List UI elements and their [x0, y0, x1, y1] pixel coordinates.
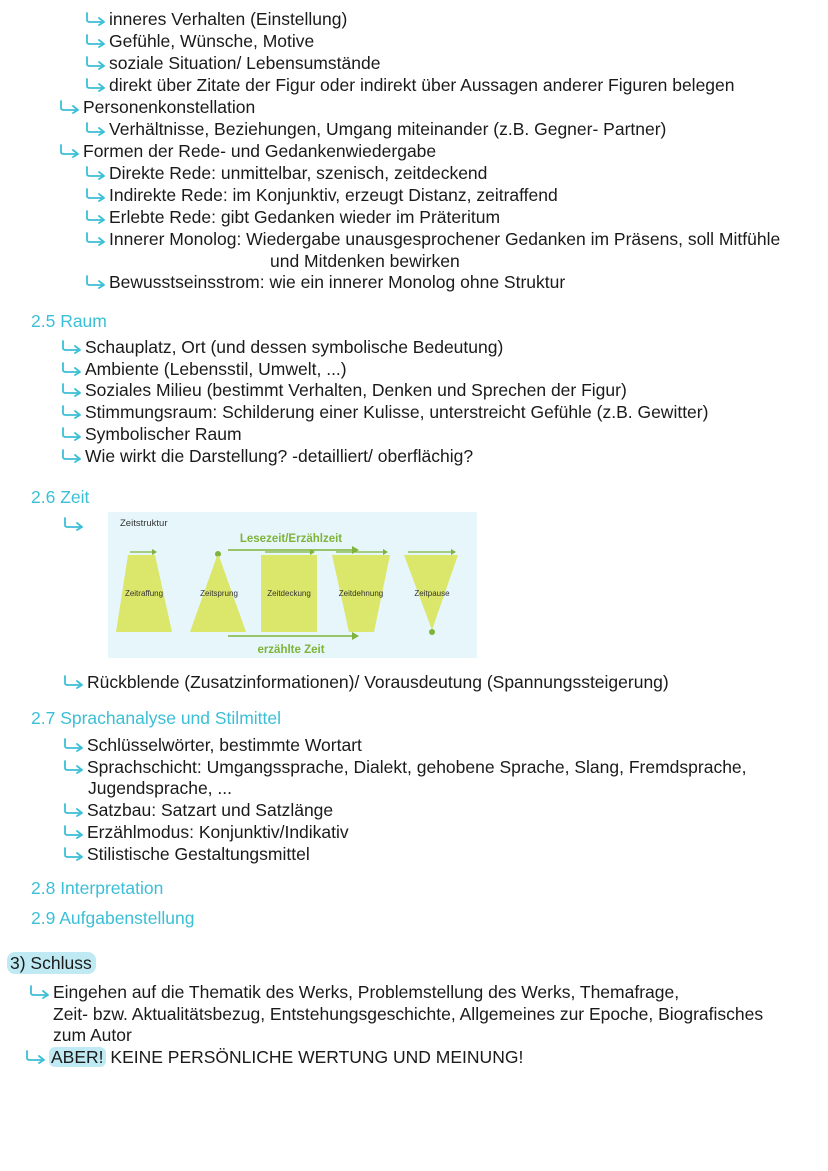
- list-item-continuation: Zeit- bzw. Aktualitätsbezug, Entstehungsgeschichte, Allgemeines zur Epoche, Biografisches: [53, 1004, 764, 1024]
- hook-arrow-icon: [58, 144, 80, 158]
- hook-arrow-icon: [60, 362, 82, 376]
- hook-arrow-icon: [84, 34, 106, 48]
- shape-label: Zeitdeckung: [267, 589, 311, 598]
- hook-arrow-icon: [62, 760, 84, 774]
- list-item: Symbolischer Raum: [60, 423, 242, 445]
- section-heading-sprache: 2.7 Sprachanalyse und Stilmittel: [31, 708, 281, 728]
- hook-arrow-icon: [62, 803, 84, 817]
- list-item-continuation: Jugendsprache, ...: [88, 778, 232, 798]
- list-item: Sprachschicht: Umgangssprache, Dialekt, gehobene Sprache, Slang, Fremdsprache,: [62, 756, 747, 778]
- hook-arrow-icon: [84, 122, 106, 136]
- zeitdehnung-top-arrow: [383, 549, 388, 555]
- hook-arrow-icon: [84, 232, 106, 246]
- zeitraffung-top-arrow: [152, 549, 157, 555]
- list-item: Innerer Monolog: Wiedergabe unausgesprochener Gedanken im Präsens, soll Mitfühle: [84, 228, 780, 250]
- list-item: Personenkonstellation: [58, 96, 255, 118]
- list-item: inneres Verhalten (Einstellung): [84, 8, 347, 30]
- hook-arrow-icon: [60, 405, 82, 419]
- list-item: Stilistische Gestaltungsmittel: [62, 843, 310, 865]
- list-item: Gefühle, Wünsche, Motive: [84, 30, 314, 52]
- list-item-continuation: und Mitdenken bewirken: [270, 251, 460, 271]
- shape-label: Zeitpause: [414, 589, 450, 598]
- diagram-pointer: [62, 513, 87, 535]
- hook-arrow-icon: [62, 847, 84, 861]
- hook-arrow-icon: [84, 56, 106, 70]
- shape-label: Zeitsprung: [200, 589, 238, 598]
- hook-arrow-icon: [62, 675, 84, 689]
- diagram-title: Zeitstruktur: [120, 518, 168, 529]
- list-item: Wie wirkt die Darstellung? -detailliert/ oberflächig?: [60, 445, 473, 467]
- hook-arrow-icon: [84, 166, 106, 180]
- zeitpause-top-arrow: [451, 549, 456, 555]
- shape-label: Zeitraffung: [124, 589, 164, 598]
- section-heading-interpretation: 2.8 Interpretation: [31, 878, 164, 898]
- section-heading-raum: 2.5 Raum: [31, 311, 107, 331]
- hook-arrow-icon: [84, 78, 106, 92]
- list-item: Direkte Rede: unmittelbar, szenisch, zeitdeckend: [84, 162, 487, 184]
- list-item: Schlüsselwörter, bestimmte Wortart: [62, 734, 362, 756]
- hook-arrow-icon: [84, 275, 106, 289]
- hook-arrow-icon: [84, 188, 106, 202]
- list-item: Schauplatz, Ort (und dessen symbolische Bedeutung): [60, 336, 503, 358]
- hook-arrow-icon: [60, 427, 82, 441]
- list-item: Indirekte Rede: im Konjunktiv, erzeugt Distanz, zeitraffend: [84, 184, 558, 206]
- section-heading-aufgabenstellung: 2.9 Aufgabenstellung: [31, 908, 195, 928]
- zeitstruktur-diagram: [108, 512, 477, 658]
- hook-arrow-icon: [60, 340, 82, 354]
- list-item: direkt über Zitate der Figur oder indirekt über Aussagen anderer Figuren belegen: [84, 74, 735, 96]
- bottom-arrow-head: [352, 632, 359, 640]
- hook-arrow-icon: [62, 825, 84, 839]
- list-item: Ambiente (Lebensstil, Umwelt, ...): [60, 358, 347, 380]
- hook-arrow-icon: [62, 517, 84, 531]
- hook-arrow-icon: [62, 738, 84, 752]
- list-item: Formen der Rede- und Gedankenwiedergabe: [58, 140, 436, 162]
- list-item: Rückblende (Zusatzinformationen)/ Vorausdeutung (Spannungssteigerung): [62, 671, 669, 693]
- list-item-continuation: zum Autor: [53, 1025, 132, 1045]
- list-item: Satzbau: Satzart und Satzlänge: [62, 799, 333, 821]
- list-item: Erlebte Rede: gibt Gedanken wieder im Präteritum: [84, 206, 500, 228]
- highlighted-text: ABER!: [51, 1047, 104, 1067]
- hook-arrow-icon: [58, 100, 80, 114]
- hook-arrow-icon: [60, 449, 82, 463]
- hook-arrow-icon: [28, 985, 50, 999]
- list-item: Stimmungsraum: Schilderung einer Kulisse, unterstreicht Gefühle (z.B. Gewitter): [60, 401, 708, 423]
- hook-arrow-icon: [84, 210, 106, 224]
- list-item: Verhältnisse, Beziehungen, Umgang miteinander (z.B. Gegner- Partner): [84, 118, 666, 140]
- diagram-bottom-label: erzählte Zeit: [257, 644, 325, 656]
- top-arrow-head: [352, 546, 359, 554]
- list-item: Bewusstseinsstrom: wie ein innerer Monolog ohne Struktur: [84, 271, 565, 293]
- list-item: soziale Situation/ Lebensumstände: [84, 52, 380, 74]
- list-item: Erzählmodus: Konjunktiv/Indikativ: [62, 821, 349, 843]
- list-item: Eingehen auf die Thematik des Werks, Problemstellung des Werks, Themafrage,: [28, 981, 679, 1003]
- diagram-top-label: Lesezeit/Erzählzeit: [239, 533, 343, 545]
- zeitpause-dot: [429, 629, 435, 635]
- hook-arrow-icon: [84, 12, 106, 26]
- shape-label: Zeitdehnung: [338, 589, 384, 598]
- hook-arrow-icon: [60, 383, 82, 397]
- section-heading-schluss: 3) Schluss: [7, 952, 96, 974]
- section-heading-zeit: 2.6 Zeit: [31, 487, 90, 507]
- hook-arrow-icon: [24, 1050, 46, 1064]
- list-item: Soziales Milieu (bestimmt Verhalten, Denken und Sprechen der Figur): [60, 379, 627, 401]
- list-item: ABER! KEINE PERSÖNLICHE WERTUNG UND MEINUNG!: [24, 1046, 523, 1068]
